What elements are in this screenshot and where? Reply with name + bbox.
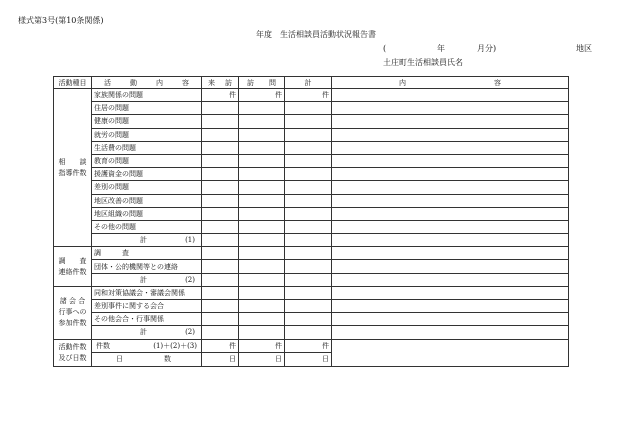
meetings-category: 諸 会 合 行事への 参加件数 <box>54 286 92 339</box>
item-label: 生活費の問題 <box>92 141 202 154</box>
header-item: 活 動 内 容 <box>92 77 202 89</box>
total-cell[interactable] <box>285 247 332 260</box>
content-cell[interactable] <box>332 128 569 141</box>
unit-label: 件 <box>202 89 239 102</box>
unit-label: 件 <box>285 89 332 102</box>
item-label: 家族関係の問題 <box>92 89 202 102</box>
survey-category: 調 査 連絡件数 <box>54 247 92 287</box>
table-row <box>54 300 569 313</box>
header-visits: 来 訪 <box>202 77 239 89</box>
home-visits-cell[interactable] <box>239 181 285 194</box>
table-row <box>54 89 569 102</box>
visits-cell[interactable] <box>202 141 239 154</box>
unit-label: 日 <box>285 353 332 367</box>
content-cell[interactable] <box>332 247 569 260</box>
page-title: 年度 生活相談員活動状況報告書 <box>256 30 376 39</box>
visits-cell[interactable] <box>202 207 239 220</box>
content-cell[interactable] <box>332 273 569 286</box>
visits-cell[interactable] <box>202 128 239 141</box>
period-district: 地区 <box>576 44 592 53</box>
cases-label: 件数 (1)＋(2)＋(3) <box>92 339 202 353</box>
subtotal-row <box>54 234 569 247</box>
item-label: その他会合・行事関係 <box>92 313 202 326</box>
item-label: 就労の問題 <box>92 128 202 141</box>
table-row <box>54 181 569 194</box>
visits-cell[interactable] <box>202 300 239 313</box>
total-cell[interactable] <box>285 234 332 247</box>
period-open: ( <box>383 44 387 53</box>
total-cell[interactable] <box>285 326 332 339</box>
total-cell[interactable] <box>285 194 332 207</box>
total-cell[interactable] <box>285 102 332 115</box>
content-cell[interactable] <box>332 194 569 207</box>
visits-cell[interactable] <box>202 115 239 128</box>
header-row <box>54 77 569 89</box>
content-cell[interactable] <box>332 220 569 233</box>
content-cell[interactable] <box>332 300 569 313</box>
item-label: 差別の問題 <box>92 181 202 194</box>
table-row <box>54 313 569 326</box>
visits-cell[interactable] <box>202 194 239 207</box>
guidance-category: 相 談 指導件数 <box>54 89 92 247</box>
summary-cases-row <box>54 339 569 353</box>
table-row <box>54 247 569 260</box>
visits-cell[interactable] <box>202 181 239 194</box>
visits-cell[interactable] <box>202 168 239 181</box>
visits-cell[interactable] <box>202 273 239 286</box>
table-row <box>54 141 569 154</box>
total-cell[interactable] <box>285 141 332 154</box>
table-row <box>54 102 569 115</box>
total-cell[interactable] <box>285 115 332 128</box>
home-visits-cell[interactable] <box>239 260 285 273</box>
home-visits-cell[interactable] <box>239 115 285 128</box>
visits-cell[interactable] <box>202 247 239 260</box>
table-row <box>54 207 569 220</box>
item-label: 教育の問題 <box>92 154 202 167</box>
visits-cell[interactable] <box>202 326 239 339</box>
home-visits-cell[interactable] <box>239 234 285 247</box>
content-cell[interactable] <box>332 89 569 102</box>
report-table <box>53 76 569 367</box>
summary-content-cell[interactable] <box>332 339 569 366</box>
home-visits-cell[interactable] <box>239 154 285 167</box>
home-visits-cell[interactable] <box>239 141 285 154</box>
visits-cell[interactable] <box>202 234 239 247</box>
home-visits-cell[interactable] <box>239 273 285 286</box>
item-label: 地区組織の問題 <box>92 207 202 220</box>
content-cell[interactable] <box>332 181 569 194</box>
home-visits-cell[interactable] <box>239 168 285 181</box>
item-label: 地区改善の問題 <box>92 194 202 207</box>
visits-cell[interactable] <box>202 286 239 299</box>
item-label: 調 査 <box>92 247 202 260</box>
total-cell[interactable] <box>285 154 332 167</box>
header-category: 活動種目 <box>54 77 92 89</box>
total-cell[interactable] <box>285 300 332 313</box>
visits-cell[interactable] <box>202 260 239 273</box>
item-label: 住居の問題 <box>92 102 202 115</box>
visits-cell[interactable] <box>202 313 239 326</box>
item-label: 同和対策協議会・審議会関係 <box>92 286 202 299</box>
home-visits-cell[interactable] <box>239 313 285 326</box>
home-visits-cell[interactable] <box>239 220 285 233</box>
total-cell[interactable] <box>285 313 332 326</box>
visits-cell[interactable] <box>202 102 239 115</box>
unit-label: 件 <box>239 89 285 102</box>
header-total: 計 <box>285 77 332 89</box>
item-label: 健康の問題 <box>92 115 202 128</box>
table-row <box>54 168 569 181</box>
unit-label: 件 <box>285 339 332 353</box>
table-row <box>54 260 569 273</box>
unit-label: 日 <box>239 353 285 367</box>
table-row <box>54 286 569 299</box>
home-visits-cell[interactable] <box>239 286 285 299</box>
item-label: 差別事件に関する会合 <box>92 300 202 313</box>
home-visits-cell[interactable] <box>239 102 285 115</box>
period-year: 年 <box>437 44 445 53</box>
subtotal-label: 計 (1) <box>92 234 202 247</box>
unit-label: 件 <box>239 339 285 353</box>
home-visits-cell[interactable] <box>239 128 285 141</box>
home-visits-cell[interactable] <box>239 194 285 207</box>
days-label: 日 数 <box>92 353 202 367</box>
header-home-visits: 訪 問 <box>239 77 285 89</box>
summary-category: 活動件数 及び日数 <box>54 339 92 366</box>
content-cell[interactable] <box>332 326 569 339</box>
visits-cell[interactable] <box>202 154 239 167</box>
total-cell[interactable] <box>285 207 332 220</box>
total-cell[interactable] <box>285 128 332 141</box>
content-cell[interactable] <box>332 234 569 247</box>
unit-label: 日 <box>202 353 239 367</box>
content-cell[interactable] <box>332 168 569 181</box>
total-cell[interactable] <box>285 220 332 233</box>
content-cell[interactable] <box>332 207 569 220</box>
total-cell[interactable] <box>285 286 332 299</box>
table-row <box>54 115 569 128</box>
total-cell[interactable] <box>285 260 332 273</box>
content-cell[interactable] <box>332 286 569 299</box>
home-visits-cell[interactable] <box>239 247 285 260</box>
item-label: その他の問題 <box>92 220 202 233</box>
total-cell[interactable] <box>285 168 332 181</box>
content-cell[interactable] <box>332 141 569 154</box>
subtotal-row <box>54 326 569 339</box>
official-name-label: 土庄町生活相談員氏名 <box>383 58 463 67</box>
table-row <box>54 220 569 233</box>
home-visits-cell[interactable] <box>239 326 285 339</box>
home-visits-cell[interactable] <box>239 300 285 313</box>
content-cell[interactable] <box>332 154 569 167</box>
total-cell[interactable] <box>285 273 332 286</box>
item-label: 援護資金の問題 <box>92 168 202 181</box>
unit-label: 件 <box>202 339 239 353</box>
table-row <box>54 194 569 207</box>
content-cell[interactable] <box>332 115 569 128</box>
period-month: 月分) <box>477 44 497 53</box>
content-cell[interactable] <box>332 102 569 115</box>
form-number: 様式第3号(第10条関係) <box>18 16 104 25</box>
table-row <box>54 154 569 167</box>
subtotal-label: 計 (2) <box>92 273 202 286</box>
visits-cell[interactable] <box>202 220 239 233</box>
content-cell[interactable] <box>332 260 569 273</box>
item-label: 団体・公的機関等との連絡 <box>92 260 202 273</box>
subtotal-row <box>54 273 569 286</box>
content-cell[interactable] <box>332 313 569 326</box>
total-cell[interactable] <box>285 181 332 194</box>
table-row <box>54 128 569 141</box>
home-visits-cell[interactable] <box>239 207 285 220</box>
subtotal-label: 計 (2) <box>92 326 202 339</box>
header-content: 内 容 <box>332 77 569 89</box>
